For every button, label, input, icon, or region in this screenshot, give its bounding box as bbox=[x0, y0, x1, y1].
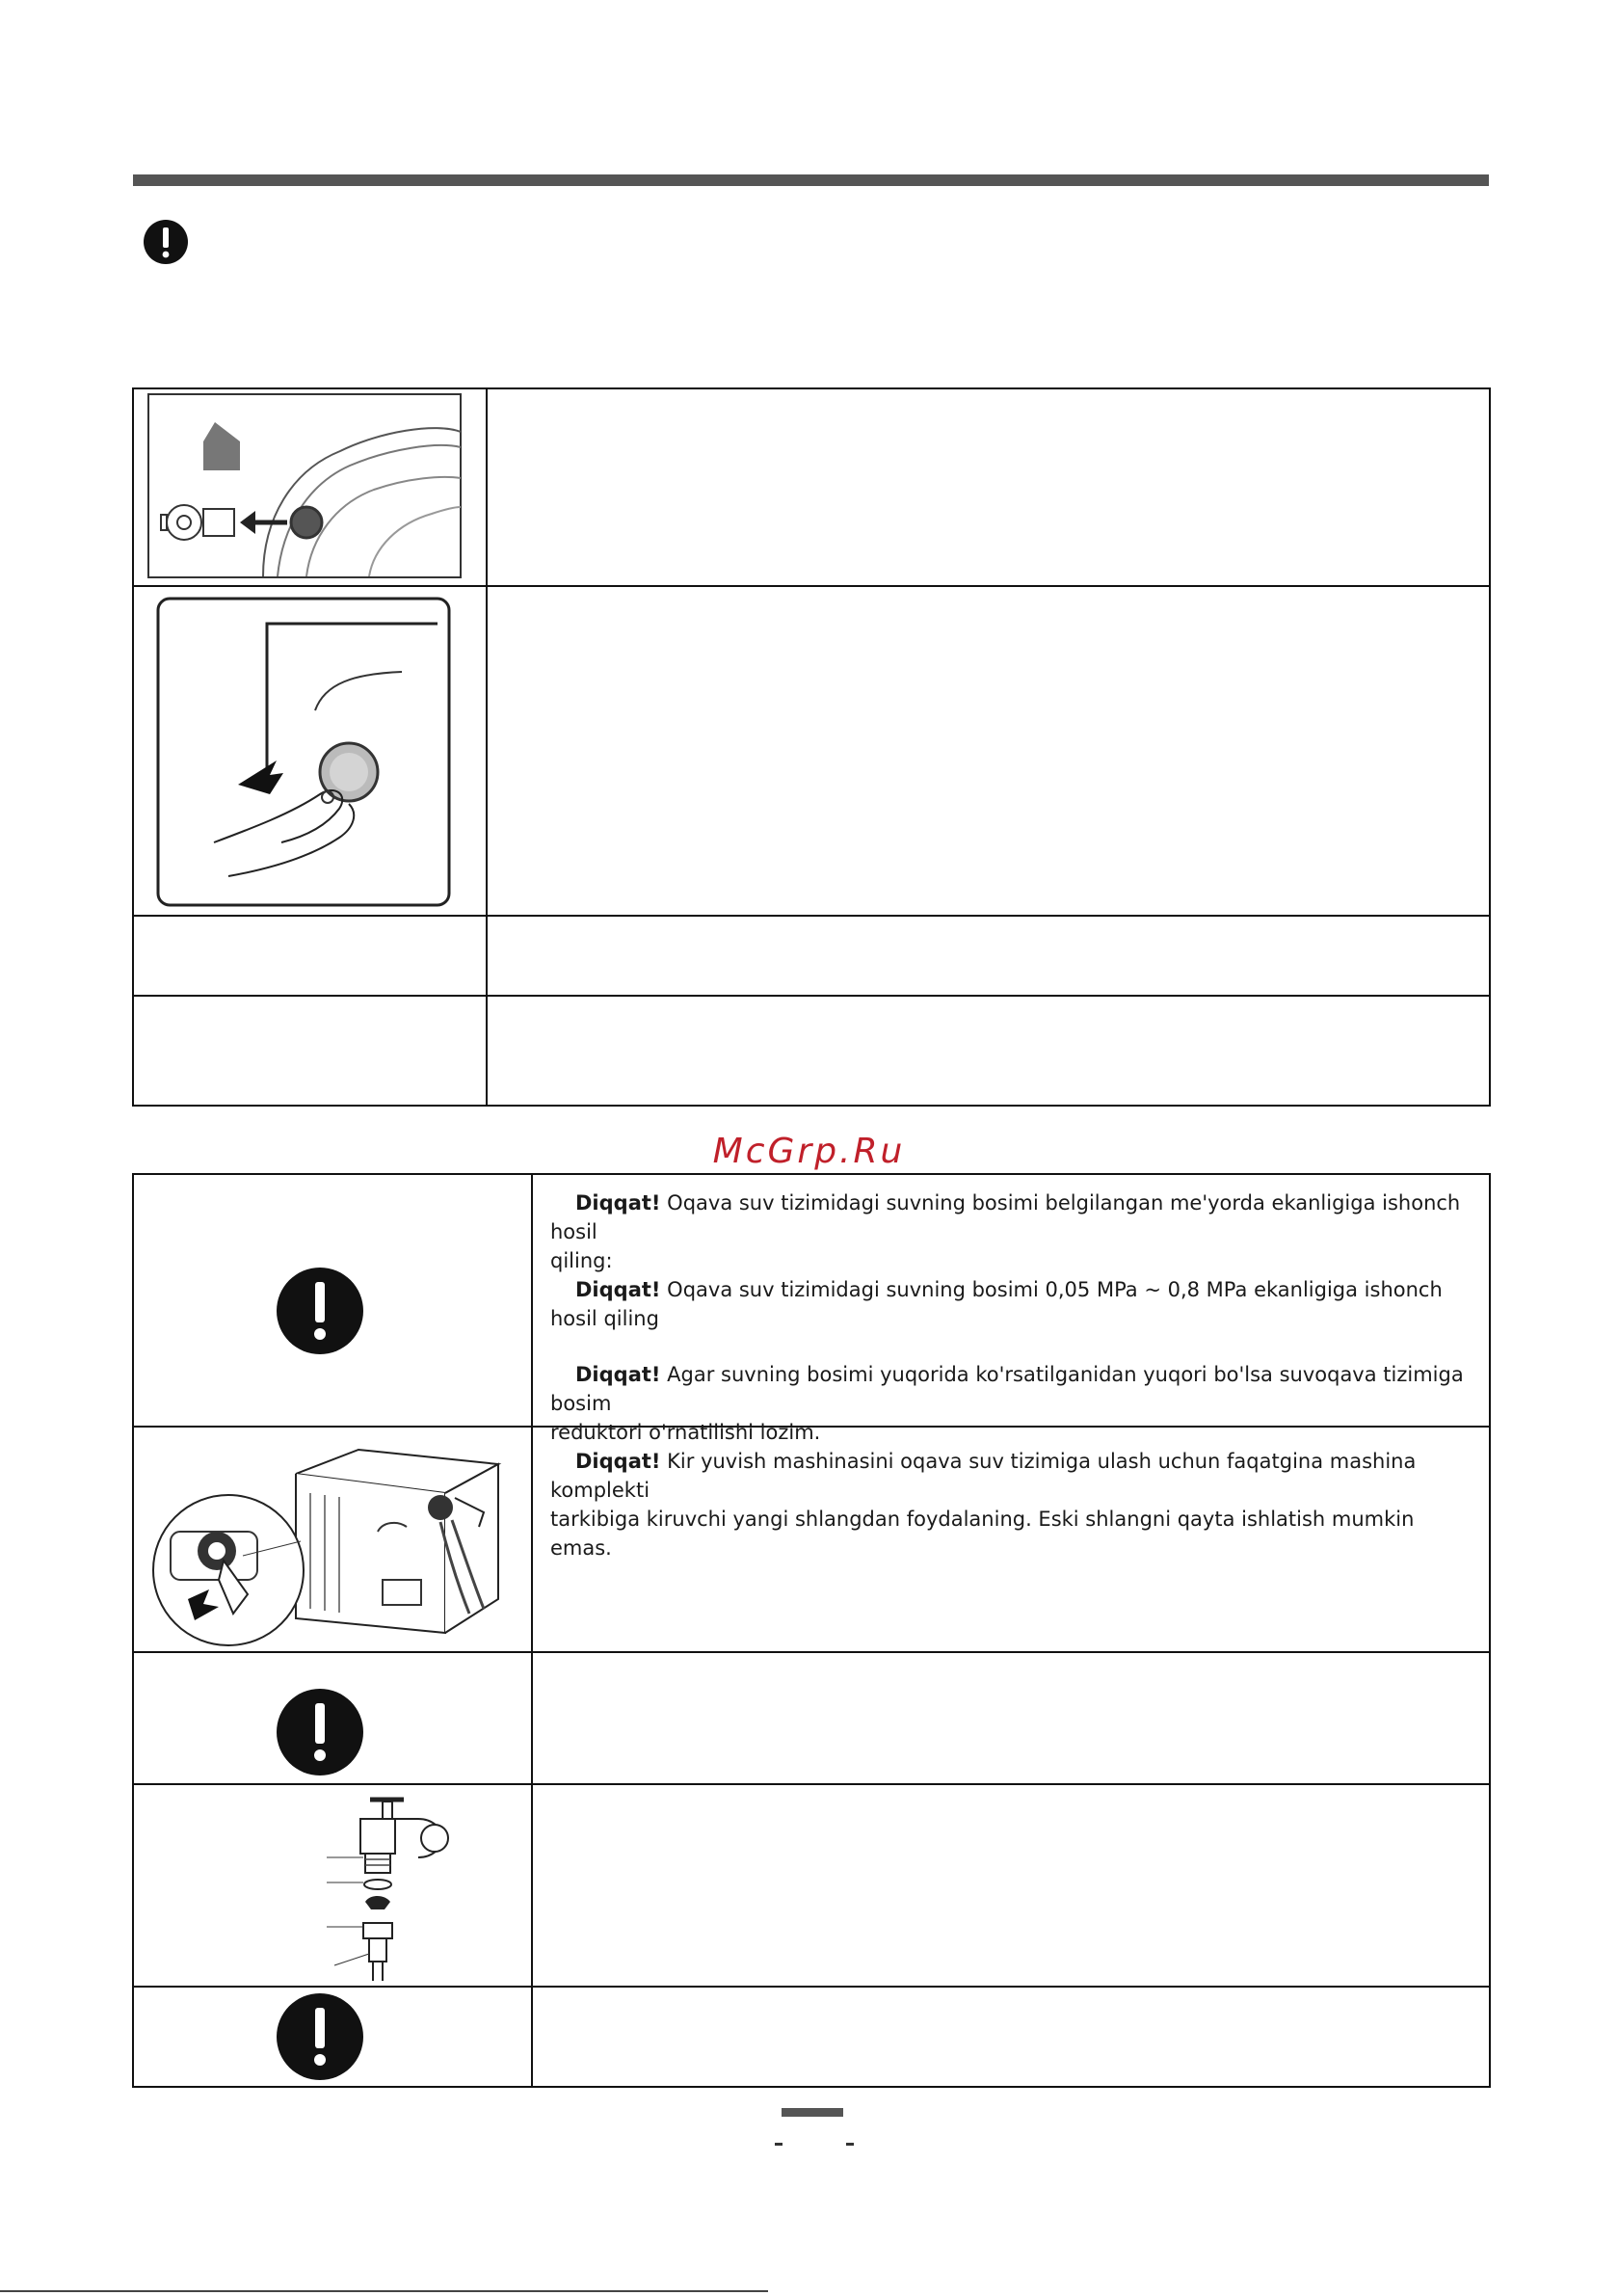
note-1-cont: qiling: bbox=[550, 1249, 613, 1272]
table-row bbox=[134, 587, 1489, 917]
image-cell bbox=[134, 389, 488, 585]
header-rule bbox=[133, 174, 1489, 186]
image-cell bbox=[134, 917, 488, 995]
table-row bbox=[134, 1988, 1489, 2086]
table-row bbox=[134, 997, 1489, 1105]
table-row bbox=[134, 389, 1489, 587]
faucet-illustration bbox=[317, 1790, 462, 1983]
text-cell bbox=[488, 917, 1489, 995]
note-3: Diqqat! Agar suvning bosimi yuqorida ko'rsatilganidan yuqori bo'lsa suvoqava tizimiga bosim bbox=[550, 1363, 1464, 1415]
hose-connection-illustration bbox=[151, 1435, 517, 1647]
text-cell bbox=[488, 997, 1489, 1105]
note-1: Diqqat! Oqava suv tizimidagi suvning bosimi belgilangan me'yorda ekanligiga ishonch hosil bbox=[550, 1191, 1461, 1243]
watermark: McGrp.Ru bbox=[712, 1132, 906, 1171]
transport-bolt-table bbox=[132, 387, 1491, 1107]
text-cell bbox=[533, 1988, 1489, 2086]
image-cell bbox=[134, 1785, 533, 1986]
water-connection-table bbox=[132, 1173, 1491, 2088]
image-cell bbox=[134, 1988, 533, 2086]
text-cell bbox=[488, 389, 1489, 585]
table-row bbox=[134, 1428, 1489, 1653]
text-cell bbox=[533, 1653, 1489, 1783]
note-4: Diqqat! Kir yuvish mashinasini oqava suv tizimiga ulash uchun faqatgina mashina komplekti bbox=[550, 1450, 1417, 1502]
note-4-cont: tarkibiga kiruvchi yangi shlangdan foydalaning. Eski shlangni qayta ishlatish mumkin emas. bbox=[550, 1508, 1415, 1560]
image-cell bbox=[134, 997, 488, 1105]
warning-icon bbox=[276, 1688, 364, 1776]
footer-rule bbox=[782, 2108, 843, 2117]
bottom-rule bbox=[0, 2290, 768, 2292]
warning-icon bbox=[276, 1992, 364, 2081]
text-cell bbox=[533, 1785, 1489, 1986]
warning-icon bbox=[143, 219, 189, 265]
text-cell bbox=[533, 1175, 1489, 1560]
page-dash-left bbox=[775, 2143, 782, 2146]
image-cell bbox=[134, 1428, 533, 1651]
table-row bbox=[134, 1785, 1489, 1988]
page-dash-right bbox=[846, 2143, 854, 2146]
table-row bbox=[134, 1175, 1489, 1560]
text-cell bbox=[488, 587, 1489, 915]
text-cell bbox=[533, 1428, 1489, 1651]
bolt-removal-illustration bbox=[147, 393, 465, 580]
hole-cover-illustration bbox=[156, 597, 451, 907]
warning-icon bbox=[276, 1267, 364, 1355]
image-cell bbox=[134, 587, 488, 915]
image-cell bbox=[134, 1653, 533, 1783]
table-row bbox=[134, 1653, 1489, 1785]
table-row bbox=[134, 917, 1489, 997]
note-2: Diqqat! Oqava suv tizimidagi suvning bosimi 0,05 MPa ~ 0,8 MPa ekanligiga ishonch hosil qiling bbox=[550, 1278, 1443, 1330]
image-cell bbox=[134, 1175, 533, 1426]
note-3-cont: reduktori o'rnatilishi lozim. bbox=[550, 1421, 821, 1444]
